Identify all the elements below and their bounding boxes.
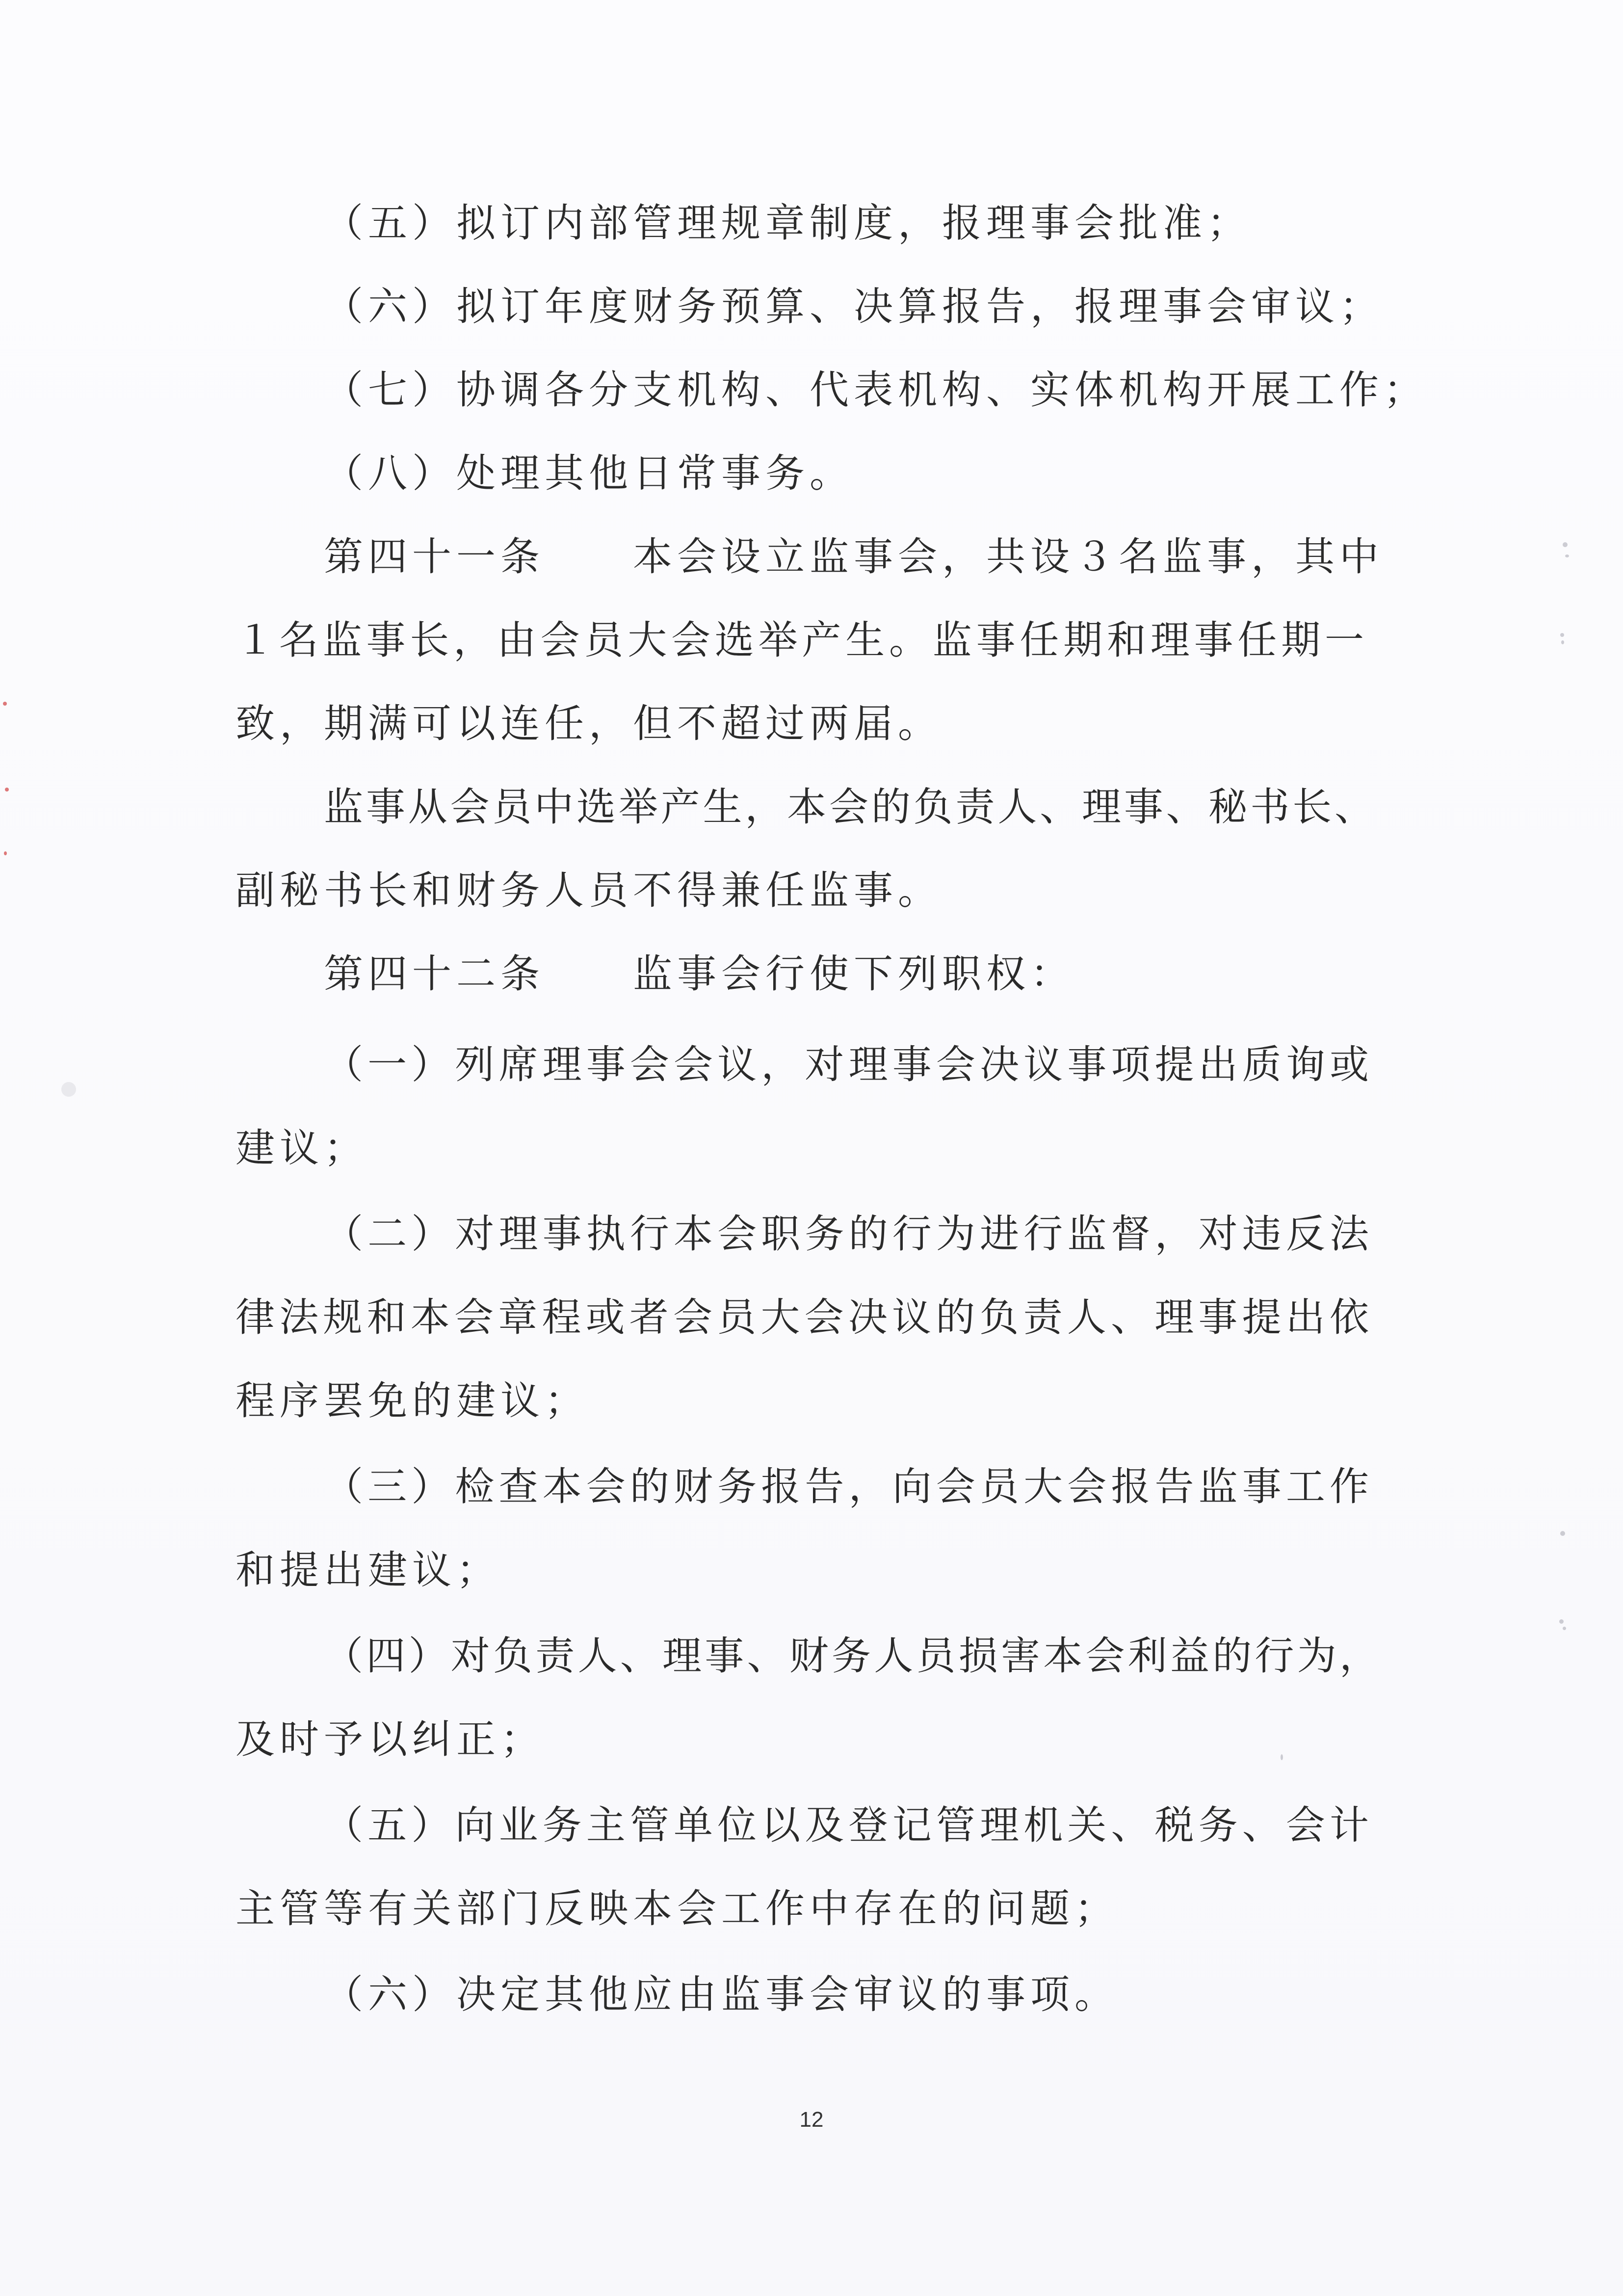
- scan-red-mark: [3, 702, 7, 706]
- scan-speck: [1561, 640, 1564, 644]
- text-line-16: （三）检查本会的财务报告，向会员大会报告监事工作: [324, 1464, 1369, 1509]
- scan-speck: [1563, 542, 1568, 547]
- text-line-6: １名监事长，由会员大会选举产生。监事任期和理事任期一: [236, 617, 1364, 663]
- scan-speck: [1560, 633, 1564, 637]
- text-line-21: 主管等有关部门反映本会工作中存在的问题；: [236, 1886, 1119, 1931]
- text-line-1: （五）拟订内部管理规章制度，报理事会批准；: [324, 200, 1251, 246]
- article-42-heading: 第四十二条 监事会行使下列职权：: [324, 951, 1074, 997]
- article-41-heading: 第四十一条 本会设立监事会，共设３名监事，其中: [324, 534, 1384, 580]
- text-line-19: 及时予以纠正；: [236, 1716, 545, 1762]
- text-line-22: （六）决定其他应由监事会审议的事项。: [324, 1972, 1119, 2017]
- scan-speck: [61, 1082, 76, 1097]
- text-line-14: 律法规和本会章程或者会员大会决议的负责人、理事提出依: [236, 1294, 1369, 1340]
- text-line-17: 和提出建议；: [236, 1547, 500, 1593]
- scan-speck: [1563, 1627, 1566, 1630]
- text-line-3: （七）协调各分支机构、代表机构、实体机构开展工作；: [324, 367, 1428, 413]
- scan-speck: [1281, 1754, 1283, 1760]
- text-line-7: 致，期满可以连任，但不超过两届。: [236, 701, 942, 746]
- scan-speck: [1559, 1619, 1564, 1624]
- page-number: 12: [799, 2108, 824, 2132]
- text-line-18: （四）对负责人、理事、财务人员损害本会利益的行为，: [324, 1633, 1379, 1679]
- scan-red-mark: [4, 851, 7, 855]
- text-line-2: （六）拟订年度财务预算、决算报告，报理事会审议；: [324, 284, 1384, 329]
- text-line-8: 监事从会员中选举产生，本会的负责人、理事、秘书长、: [324, 784, 1374, 830]
- text-line-9: 副秘书长和财务人员不得兼任监事。: [236, 868, 942, 913]
- text-line-4: （八）处理其他日常事务。: [324, 450, 854, 496]
- scan-red-mark: [5, 788, 9, 792]
- text-line-11: （一）列席理事会会议，对理事会决议事项提出质询或: [324, 1042, 1369, 1087]
- text-line-15: 程序罢免的建议；: [236, 1378, 589, 1424]
- text-line-12: 建议；: [236, 1125, 368, 1171]
- text-line-13: （二）对理事执行本会职务的行为进行监督，对违反法: [324, 1211, 1369, 1257]
- scan-speck: [1565, 554, 1569, 557]
- text-line-20: （五）向业务主管单位以及登记管理机关、税务、会计: [324, 1802, 1369, 1848]
- scan-speck: [1560, 1531, 1565, 1536]
